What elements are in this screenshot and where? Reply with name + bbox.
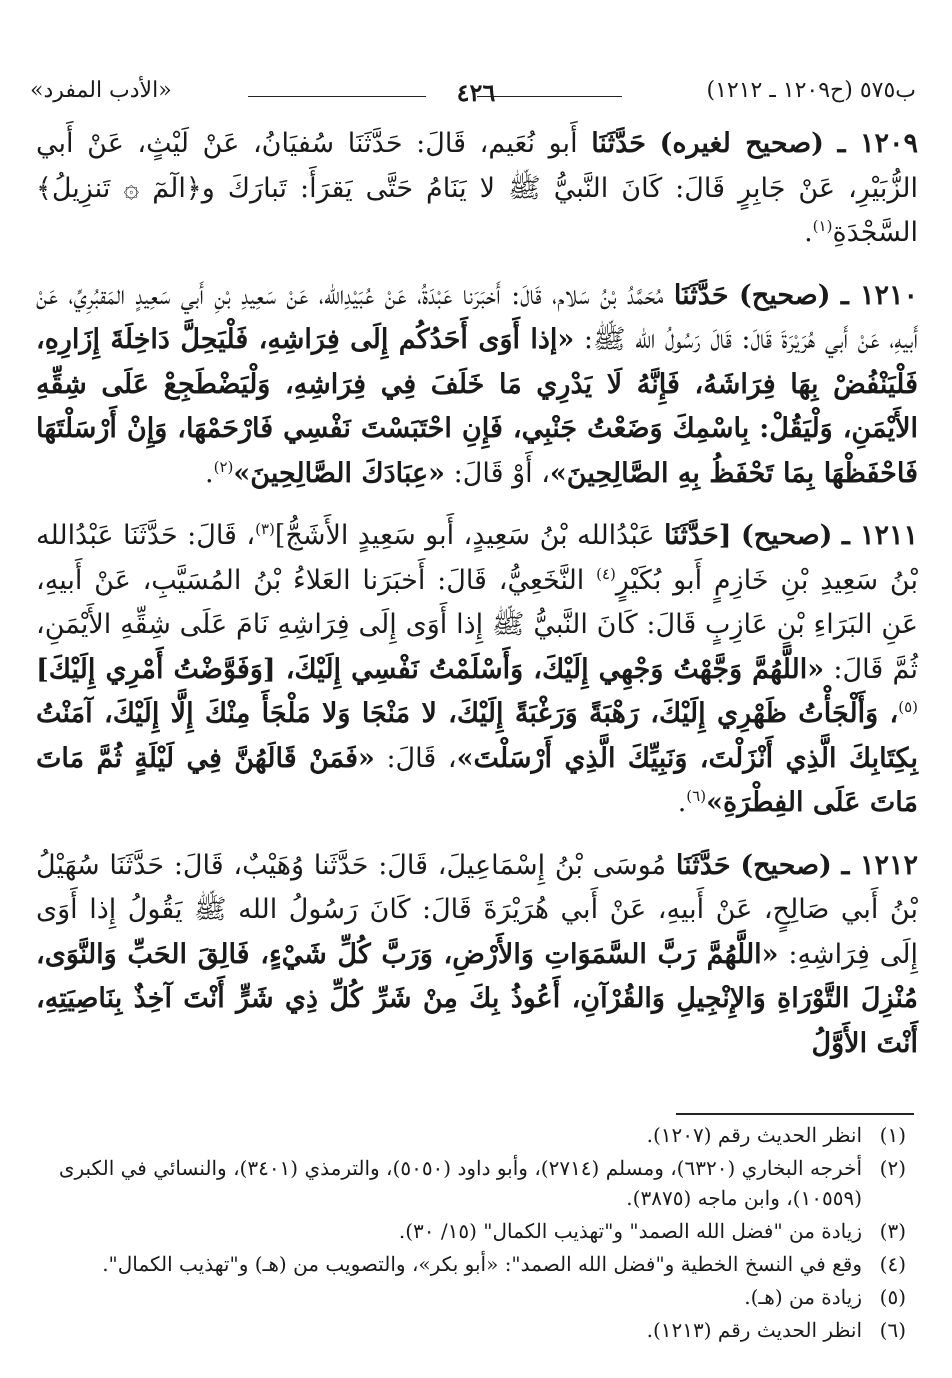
footnote-separator [676,1113,914,1115]
hadith-grade: (صحيح) [740,520,833,551]
hadith-1211 [36,514,918,826]
hadith-matn: «اللَّهُمَّ وَجَّهْتُ وَجْهِي إِلَيْكَ، وَأَسْلَمْتُ نَفْسِي إِلَيْكَ، [وَفَوَّضْتُ أَمْرِي إِلَيْكَ] [36,653,825,685]
footnote-number: (٣) [879,1219,906,1243]
hadith-text: مُوسَى بْنُ إِسْمَاعِيلَ، قَالَ: حَدَّثَنا وُهَيْبٌ، قَالَ: حَدَّثَنَا سُهَيْلُ بْنُ أَبي صَالِحٍ، عَنْ أَبيهِ، عَنْ أَبي هُرَيْرَةَ قَالَ: كَانَ رَسُولُ الله ﷺ يَقُولُ إِذا أَوَى إِلَى فِرَاشِهِ: [36,849,918,970]
footnote-number: (٦) [879,1318,906,1342]
hadith-1209 [36,122,918,256]
hadith-after: ، قَالَ: [386,742,457,774]
footnote-ref[interactable]: (٥) [898,698,918,716]
hadith-matn-alt: «فَمَنْ قَالَهُنَّ فِي لَيْلَةٍ ثُمَّ مَاتَ مَاتَ عَلَى الفِطْرَةِ» [36,742,918,818]
hadith-text: مُحَمَّدُ بْنُ سَلام، قَالَ: أَخبَرَنا عَبْدَةُ، عَنْ عُبَيْدِالله، عَنْ سَعِيدِ بْنِ أَبي سَعِيدٍ المَقبُرِيِّ، عَنْ أَبيهِ، عَنْ أَبي هُرَيْرَةَ قَالَ: قَالَ رَسُولُ الله ﷺ: [36,279,918,355]
hadith-end: . [677,787,687,818]
hadith-1212 [36,844,918,1067]
footnote-number: (١) [879,1123,906,1147]
hadith-grade: (صحيح) [739,279,831,311]
hadith-haddathana: حَدَّثَنَا [673,279,729,311]
footnote-number: (٤) [879,1252,906,1276]
footnote [36,1315,906,1345]
hadith-text: عَبْدُالله بْنُ سَعِيدٍ، أَبو سَعِيدٍ الأَشَجُّ] [274,520,655,551]
hadith-after: ، أَوْ قَالَ: [453,457,550,489]
page-number: ٤٢٦ [456,78,496,107]
footnote-text: وقع في النسخ الخطية و"فضل الله الصمد": «أبو بكر»، والتصويب من (هـ) و"تهذيب الكمال". [102,1252,862,1276]
footnote [36,1153,906,1213]
running-header [30,78,922,112]
footnote-text: زيادة من (هـ). [744,1285,862,1309]
footnote-text: أخرجه البخاري (٦٣٢٠)، ومسلم (٢٧١٤)، وأبو داود (٥٠٥٠)، والترمذي (٣٤٠١)، والنسائي في الكبرى (١٠٥٥٩)، وابن ماجه (٣٨٧٥). [58,1156,862,1210]
footnotes [36,1120,906,1348]
hadith-haddathana: [حَدَّثَنَا [664,520,732,551]
hadith-number: ١٢٠٩ ـ [837,128,918,159]
hadith-end: . [804,217,813,248]
footnote [36,1282,906,1312]
main-text [36,122,918,1084]
hadith-end: . [205,457,214,489]
hadith-text-c: النَّخَعِيُّ، قَالَ: أَخبَرَنا العَلاءُ بْنُ المُسَيَّبِ، عَنْ أَبيهِ، عَنِ البَرَاءِ بْنِ عَازِبٍ قَالَ: كَانَ النَّبيُّ ﷺ إِذا أَوَى إِلَى فِرَاشِهِ نَامَ عَلَى شِقِّهِ الأَيْمَنِ، ثُمَّ قَالَ: [36,564,918,685]
hadith-haddathana: حَدَّثَنَا [591,128,646,159]
hadith-matn-b: ، وَأَلْجَأْتُ ظَهْرِي إِلَيْكَ، رَهْبَةً وَرَغْبَةً إِلَيْكَ، لا مَنْجَا وَلا مَلْجَأَ مِنْكَ إِلَّا إِلَيْكَ، آمَنْتُ بِكِتَابِكَ الَّذِي أَنْزَلْتَ، وَنَبِيِّكَ الَّذِي أَرْسَلْتَ» [36,698,918,774]
footnote-text: زيادة من "فضل الله الصمد" و"تهذيب الكمال" (١٥/ ٣٠). [398,1219,862,1243]
header-section-ref: ب٥٧٥ (ح١٢٠٩ ـ ١٢١٢) [706,78,916,103]
hadith-number: ١٢١٢ ـ [841,849,918,881]
hadith-text-b: ، قَالَ: حَدَّثَنَا عَبْدُالله بْنُ سَعِيدِ بْنِ خَازِمٍ أَبو بُكَيْرٍ [36,520,919,596]
hadith-number: ١٢١٠ ـ [840,279,918,311]
footnote-text: انظر الحديث رقم (١٢٠٧). [646,1123,862,1147]
hadith-number: ١٢١١ ـ [841,520,919,551]
header-rule [248,96,426,97]
footnote-number: (٥) [879,1285,906,1309]
footnote-ref[interactable]: (٣) [255,520,275,538]
footnote-ref[interactable]: (٦) [686,787,707,805]
footnote-text: انظر الحديث رقم (١٢١٣). [646,1318,862,1342]
footnote [36,1249,906,1279]
footnote-ref[interactable]: (١) [812,217,833,235]
header-rule [477,96,622,97]
hadith-haddathana: حَدَّثَنَا [675,849,731,881]
footnote-number: (٢) [879,1156,906,1180]
footnote-ref[interactable]: (٢) [213,457,234,476]
hadith-matn: «اللَّهُمَّ رَبَّ السَّمَوَاتِ وَالأَرْضِ، وَرَبَّ كُلِّ شَيْءٍ، فَالِقَ الحَبِّ وَالنَّوَى، مُنْزِلَ التَّوْرَاةِ وَالإِنْجِيلِ وَالقُرْآنِ، أَعُوذُ بِكَ مِنْ شَرِّ كُلِّ ذِي شَرٍّ أَنْتَ آخِذٌ بِنَاصِيَتِهِ، أَنْتَ الأَوَّلُ [36,938,918,1059]
hadith-text: أَبو نُعَيم، قَالَ: حَدَّثَنَا سُفيَانُ، عَنْ لَيْثٍ، عَنْ أَبي الزُّبَيْرِ، عَنْ جَابِرٍ قَالَ: كَانَ النَّبيُّ ﷺ لا يَنَامُ حَتَّى يَقرَأَ: تَبارَكَ و﴿الٓمٓ ۞ تَنزِيلُ﴾ السَّجْدَةِ [36,128,918,248]
footnote [36,1216,906,1246]
hadith-grade: (صحيح لغيره) [659,128,824,159]
hadith-grade: (صحيح) [740,849,832,881]
footnote [36,1120,906,1150]
hadith-matn-alt: «عِبَادَكَ الصَّالِحِينَ» [233,457,446,489]
footnote-ref[interactable]: (٤) [596,564,616,583]
header-book-title: «الأدب المفرد» [30,78,172,103]
hadith-matn: «إذا أَوَى أَحَدُكُم إِلَى فِرَاشِهِ، فَلْيَحِلَّ دَاخِلَةَ إِزَارِهِ، فَلْيَنْفُضْ بِهَا فِرَاشَهُ، فَإِنَّهُ لَا يَدْرِي مَا خَلَفَ فِي فِرَاشِهِ، وَلْيَضْطَجِعْ عَلَى شِقِّهِ الأَيْمَنِ، وَلْيَقُلْ: بِاسْمِكَ وَضَعْتُ جَنْبِي، فَإِنِ احْتَبَسْتَ نَفْسِي فَارْحَمْهَا، وَإِنْ أَرْسَلْتَهَا فَاحْفَظْهَا بِمَا تَحْفَظُ بِهِ الصَّالِحِينَ» [36,324,918,489]
hadith-1210 [36,274,918,497]
